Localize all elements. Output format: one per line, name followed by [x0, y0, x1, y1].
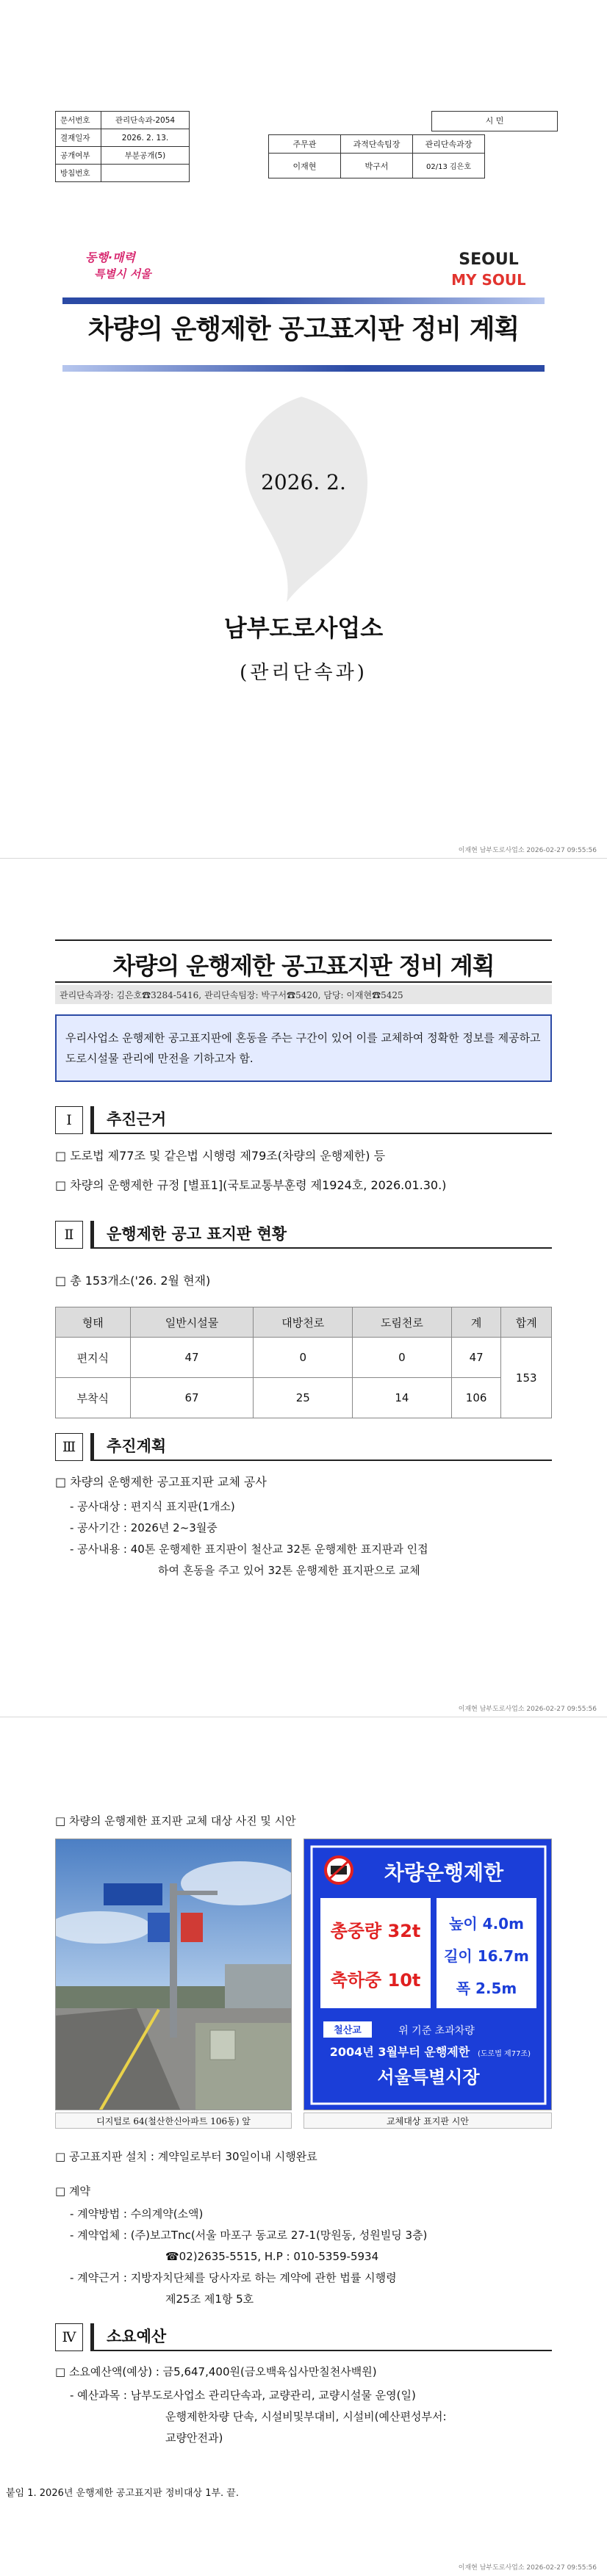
- section-header-basis: [55, 1106, 173, 1134]
- section-label: 운행제한 공고 표지판 현황: [107, 1225, 287, 1243]
- table-cell: 106: [451, 1378, 501, 1418]
- doc-value: 부분공개(5): [101, 147, 190, 165]
- summary-box: 우리사업소 운행제한 공고표지판에 혼동을 주는 구간이 있어 이를 교체하여 정확한 정보를 제공하고 도로시설물 관리에 만전을 기하고자 함.: [55, 1014, 552, 1082]
- contract-item: ☎02)2635-5515, H.P : 010-5359-5934: [165, 2250, 379, 2263]
- table-cell: 47: [451, 1338, 501, 1378]
- doc-label: 방침번호: [56, 165, 101, 182]
- logo-text-mysoul: MY SOUL: [452, 271, 525, 289]
- section-number: Ⅰ: [55, 1106, 83, 1134]
- contract-heading: □ 계약: [55, 2184, 90, 2198]
- plan-sub-item: - 공사내용 : 40톤 운행제한 표지판이 철산교 32톤 운행제한 표지판과 인접: [70, 1543, 428, 1556]
- doc-value: [101, 165, 190, 182]
- photo-heading: □ 차량의 운행제한 표지판 교체 대상 사진 및 시안: [55, 1814, 296, 1828]
- title-rule-top: [55, 939, 552, 941]
- table-header: 도림천로: [353, 1307, 452, 1338]
- svg-text:동행·매력: 동행·매력: [85, 250, 135, 264]
- table-row: [56, 1378, 552, 1418]
- approver-name: 이재현: [269, 154, 341, 178]
- title-bar-bottom: [62, 365, 545, 372]
- attachment-note: 붙임 1. 2026년 운행제한 공고표지판 정비대상 1부. 끝.: [6, 2488, 239, 2499]
- table-cell: 25: [254, 1378, 353, 1418]
- doc-label: 문서번호: [56, 112, 101, 129]
- sign-issuer: 서울특별시장: [377, 2067, 480, 2088]
- sign-width: 폭 2.5m: [456, 1980, 517, 1997]
- replacement-sign-draft: [304, 1839, 552, 2110]
- doc-value: 관리단속과-2054: [101, 112, 190, 129]
- citizen-label: 시 민: [431, 111, 558, 131]
- table-cell: 67: [130, 1378, 254, 1418]
- plan-sub-item: 하여 혼동을 주고 있어 32톤 운행제한 표지판으로 교체: [158, 1564, 420, 1577]
- sign-height: 높이 4.0m: [449, 1915, 524, 1933]
- photo-caption: 디지털로 64(철산한신아파트 106동) 앞: [55, 2113, 292, 2129]
- section-number: Ⅱ: [55, 1221, 83, 1249]
- approval-table: [268, 134, 485, 178]
- contact-info: 관리단속과장: 김은호☎3284-5416, 관리단속팀장: 박구서☎5420, 담당: 이재현☎5425: [55, 985, 552, 1004]
- svg-text:특별시 서울: 특별시 서울: [94, 267, 151, 281]
- cover-department: (관리단속과): [240, 662, 367, 684]
- section-header-plan: [55, 1433, 173, 1461]
- budget-item: □ 소요예산액(예상) : 금5,647,400원(금오백육십사만칠천사백원): [55, 2365, 377, 2378]
- table-total-cell: 153: [501, 1338, 552, 1418]
- approver-name: 박구서: [341, 154, 413, 178]
- logo-text-seoul: SEOUL: [459, 250, 519, 269]
- contract-item: - 계약업체 : (주)보고Tnc(서울 마포구 동교로 27-1(망원동, 성원빌딩 3층): [70, 2229, 428, 2242]
- approver-name: 02/13 김은호: [413, 154, 485, 178]
- table-header: 대방천로: [254, 1307, 353, 1338]
- section-header-budget: [55, 2323, 173, 2351]
- site-photo: [55, 1839, 292, 2110]
- sign-bridge-note: 위 기준 초과차량: [398, 2025, 475, 2037]
- cover-title: 차량의 운행제한 공고표지판 정비 계획: [87, 314, 520, 344]
- print-stamp: 이재현 남부도로사업소 2026-02-27 09:55:56: [458, 2564, 597, 2572]
- sign-law: (도로법 제77조): [477, 2050, 531, 2058]
- sign-axle-load: 축하중 10t: [330, 1970, 421, 1991]
- seoul-watermark-emblem: [176, 382, 426, 617]
- page-details: [0, 1717, 607, 2576]
- section-header-status: [55, 1221, 294, 1249]
- table-row: [56, 1338, 552, 1378]
- install-item: □ 공고표지판 설치 : 계약일로부터 30일이내 시행완료: [55, 2150, 317, 2163]
- signboard-status-table: [55, 1307, 552, 1418]
- sign-gross-weight: 총중량 32t: [330, 1921, 421, 1941]
- seoul-my-soul-logo: [452, 242, 525, 294]
- sign-bridge: 철산교: [334, 2025, 362, 2036]
- cover-organization: 남부도로사업소: [223, 614, 384, 642]
- sign-length: 길이 16.7m: [444, 1947, 529, 1965]
- table-cell: 부착식: [56, 1378, 131, 1418]
- budget-sub-item: 운행제한차량 단속, 시설비및부대비, 시설비(예산편성부서:: [165, 2410, 447, 2423]
- title-rule-bottom: [55, 981, 552, 983]
- doc-label: 결재일자: [56, 129, 101, 147]
- document-info-table: [55, 111, 190, 182]
- print-stamp: 이재현 남부도로사업소 2026-02-27 09:55:56: [458, 847, 597, 854]
- table-cell: 14: [353, 1378, 452, 1418]
- table-header: 일반시설물: [130, 1307, 254, 1338]
- section-label: 추진근거: [107, 1111, 167, 1128]
- table-header: 합계: [501, 1307, 552, 1338]
- page-cover: [0, 0, 607, 858]
- title-bar-top: [62, 297, 545, 304]
- approver-title: 과적단속팀장: [341, 135, 413, 154]
- print-stamp: 이재현 남부도로사업소 2026-02-27 09:55:56: [458, 1706, 597, 1713]
- table-cell: 47: [130, 1338, 254, 1378]
- contract-item: - 계약방법 : 수의계약(소액): [70, 2207, 204, 2220]
- budget-sub-item: - 예산과목 : 남부도로사업소 관리단속과, 교량관리, 교량시설물 운영(일): [70, 2389, 416, 2402]
- section-label: 추진계획: [107, 1437, 167, 1455]
- contract-item: 제25조 제1항 5호: [165, 2292, 254, 2306]
- approver-title: 주무관: [269, 135, 341, 154]
- table-cell: 편지식: [56, 1338, 131, 1378]
- section-number: Ⅲ: [55, 1433, 83, 1461]
- sign-since: 2004년 3월부터 운행제한: [329, 2045, 470, 2059]
- sign-caption: 교체대상 표지판 시안: [304, 2113, 552, 2129]
- plan-sub-item: - 공사대상 : 편지식 표지판(1개소): [70, 1500, 235, 1513]
- section-number: Ⅳ: [55, 2323, 83, 2351]
- sign-title: 차량운행제한: [384, 1861, 504, 1885]
- approver-title: 관리단속과장: [413, 135, 485, 154]
- table-cell: 0: [353, 1338, 452, 1378]
- page-plan: [0, 859, 607, 1717]
- table-header: 형태: [56, 1307, 131, 1338]
- basis-item: □ 차량의 운행제한 규정 [별표1](국토교통부훈령 제1924호, 2026.01.30.): [55, 1178, 447, 1192]
- cover-date: 2026. 2.: [261, 470, 346, 494]
- budget-sub-item: 교량안전과): [165, 2431, 223, 2445]
- status-item: □ 총 153개소('26. 2월 현재): [55, 1274, 211, 1288]
- doc-value: 2026. 2. 13.: [101, 129, 190, 147]
- plan-sub-item: - 공사기간 : 2026년 2~3월중: [70, 1521, 218, 1534]
- plan-item: □ 차량의 운행제한 공고표지판 교체 공사: [55, 1475, 267, 1489]
- table-header: 계: [451, 1307, 501, 1338]
- basis-item: □ 도로법 제77조 및 같은법 시행령 제79조(차량의 운행제한) 등: [55, 1149, 386, 1163]
- seoul-slogan-logo: [81, 242, 169, 286]
- section-label: 소요예산: [107, 2328, 167, 2345]
- contract-item: - 계약근거 : 지방자치단체를 당사자로 하는 계약에 관한 법률 시행령: [70, 2271, 397, 2284]
- plan-title: 차량의 운행제한 공고표지판 정비 계획: [112, 952, 495, 980]
- doc-label: 공개여부: [56, 147, 101, 165]
- table-cell: 0: [254, 1338, 353, 1378]
